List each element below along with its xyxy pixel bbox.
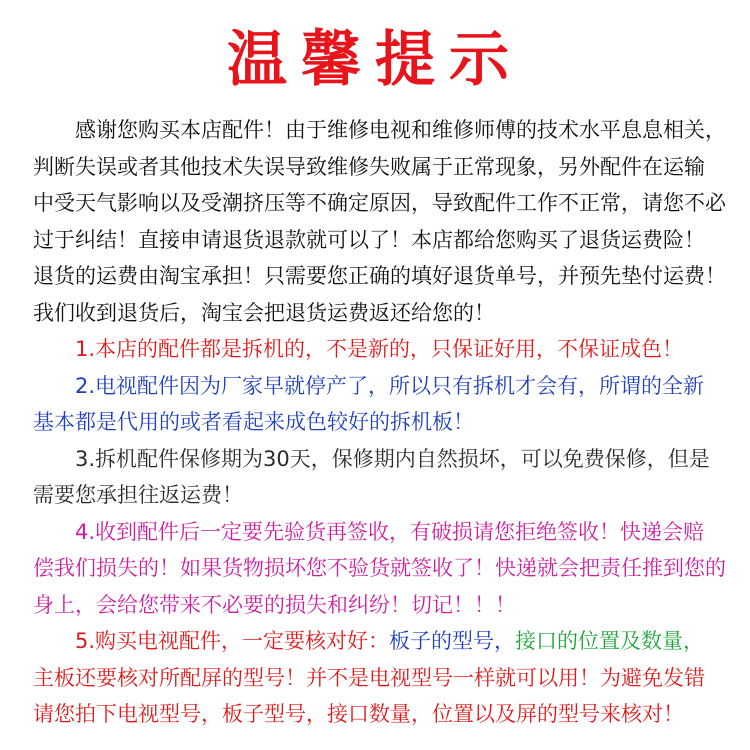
point-4-line: 身上，会给您带来不必要的损失和纠纷！切记！！！ [33, 592, 516, 617]
point-5-line [33, 623, 733, 660]
intro-line: 中受天气影响以及受潮挤压等不确定原因，导致配件工作不正常，请您不必 [33, 191, 726, 215]
point-5-lead: 5.购买电视配件，一定要核对好： [75, 629, 390, 653]
point-2-line: 基本都是代用的或者看起来成色较好的拆机板！ [33, 410, 474, 434]
point-4-line: 4.收到配件后一定要先验货再签收，有破损请您拒绝签收！快递会赔 [75, 519, 705, 544]
notice-body [33, 112, 733, 733]
intro-line: 过于纠结！直接申请退货退款就可以了！本店都给您购买了退货运费险！ [33, 227, 705, 252]
intro-line: 我们收到退货后，淘宝会把退货运费返还给您的！ [33, 300, 495, 325]
intro-line: 感谢您购买本店配件！由于维修电视和维修师傅的技术水平息息相关， [75, 118, 726, 142]
point-5-line: 请您拍下电视型号，板子型号，接口数量，位置以及屏的型号来核对！ [33, 702, 684, 726]
intro-line: 退货的运费由淘宝承担！只需要您正确的填好退货单号，并预先垫付运费！ [33, 264, 726, 288]
page-title: 温馨提示 [227, 25, 523, 95]
point-4-line: 偿我们损失的！如果货物损坏您不验货就签收了！快递就会把责任推到您的 [33, 556, 726, 580]
point-1-line: 1.本店的配件都是拆机的，不是新的，只保证好用，不保证成色！ [75, 337, 684, 361]
point-5-board-model: 板子的型号， [389, 629, 516, 653]
point-3-line: 需要您承担往返运费！ [33, 483, 243, 507]
point-5-line: 主板还要核对所配屏的型号！并不是电视型号一样就可以用！为避免发错 [33, 665, 705, 690]
point-3-line: 3.拆机配件保修期为30天，保修期内自然损坏，可以免费保修，但是 [75, 446, 710, 471]
point-5-port-info: 接口的位置及数量， [515, 629, 705, 653]
intro-line: 判断失误或者其他技术失误导致维修失败属于正常现象，另外配件在运输 [33, 154, 705, 179]
point-2-line: 2.电视配件因为厂家早就停产了，所以只有拆机才会有，所谓的全新 [75, 373, 705, 398]
